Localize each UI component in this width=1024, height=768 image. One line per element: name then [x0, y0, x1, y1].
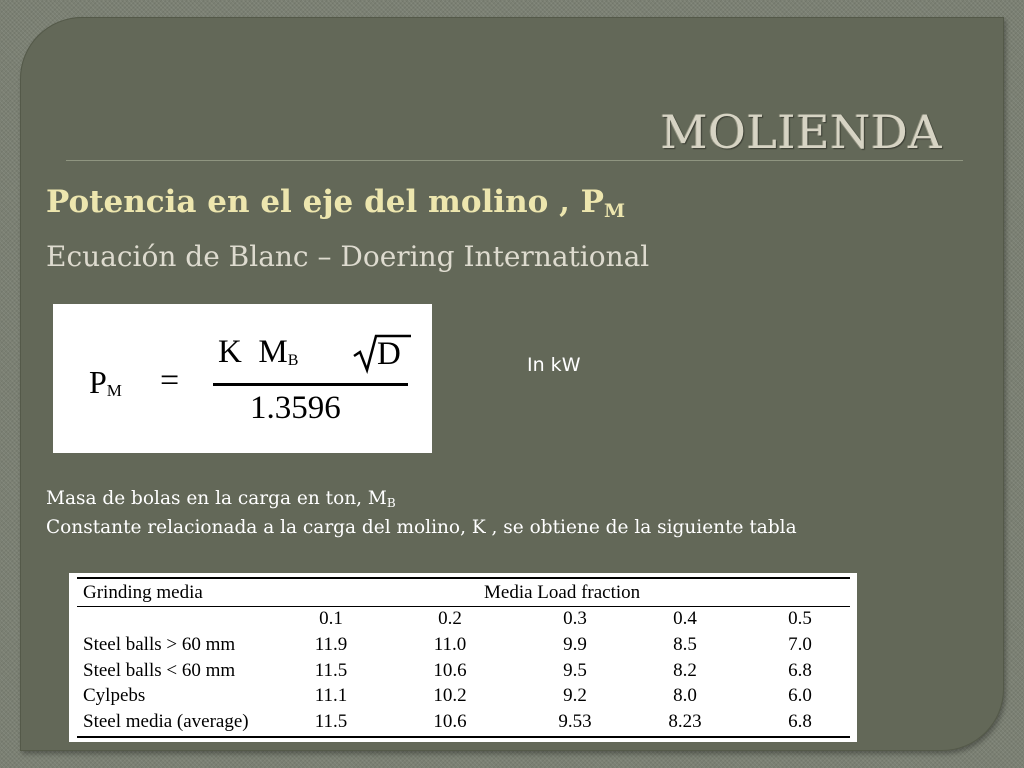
constant-description: Constante relacionada a la carga del molino, K , se obtiene de la siguiente tabla [46, 517, 797, 538]
formula-numerator [218, 334, 298, 371]
table-cell: 8.0 [673, 685, 697, 706]
slide-subtitle [46, 184, 625, 222]
table-cell: 9.2 [563, 685, 587, 706]
equation-name: Ecuación de Blanc – Doering International [46, 240, 650, 273]
formula-m: M [258, 334, 288, 370]
mass-description-text: Masa de bolas en la carga en ton, M [46, 488, 387, 509]
table-cell: 6.8 [788, 659, 812, 681]
formula-lhs [89, 364, 122, 401]
load-fraction-header: 0.1 [319, 608, 343, 629]
table-cell: 6.0 [788, 685, 812, 706]
mass-description-subscript: B [386, 496, 396, 510]
load-fraction-header: 0.2 [438, 608, 462, 629]
formula-denominator: 1.3596 [250, 390, 341, 426]
formula-lhs-symbol: P [89, 364, 107, 400]
table-cell: 11.5 [314, 659, 348, 681]
table-cell: 7.0 [788, 634, 812, 655]
table-cell: 9.5 [563, 659, 587, 681]
table-cell: 11.1 [314, 685, 348, 706]
media-load-table [69, 573, 857, 742]
table-cell: 9.53 [558, 710, 592, 732]
fraction-bar [213, 383, 408, 386]
table-row-label: Steel balls > 60 mm [83, 634, 236, 655]
table-cell: 11.9 [314, 634, 348, 655]
table-header-grinding-media: Grinding media [83, 582, 203, 603]
table-top-rule [77, 577, 850, 579]
table-cell: 11.5 [314, 710, 348, 732]
subtitle-text: Potencia en el eje del molino , P [46, 184, 604, 220]
formula-m-subscript: B [287, 352, 299, 369]
table-header-rule [77, 606, 850, 607]
load-fraction-header: 0.4 [673, 608, 697, 629]
table-cell: 9.9 [563, 634, 587, 655]
unit-label: In kW [527, 354, 581, 376]
table-cell: 11.0 [433, 634, 467, 655]
table-row-label: Steel balls < 60 mm [83, 659, 236, 681]
formula-k: K [218, 334, 242, 370]
table-cell: 10.6 [433, 710, 467, 732]
title-divider [66, 160, 963, 161]
table-cell: 8.2 [673, 659, 697, 681]
slide-title: MOLIENDA [660, 105, 942, 159]
formula-equals: = [160, 362, 180, 399]
formula-lhs-subscript: M [106, 381, 122, 400]
table-header-load-fraction: Media Load fraction [484, 582, 641, 603]
load-fraction-header: 0.3 [563, 608, 587, 629]
formula-radicand: D [377, 336, 401, 372]
table-row-label: Steel media (average) [83, 710, 249, 732]
table-cell: 10.2 [433, 685, 467, 706]
table-cell: 8.23 [668, 710, 702, 732]
formula-image [53, 304, 432, 453]
subtitle-subscript: M [603, 200, 626, 222]
table-cell: 10.6 [433, 659, 467, 681]
mass-description [46, 488, 396, 510]
load-fraction-header: 0.5 [788, 608, 812, 629]
table-cell: 8.5 [673, 634, 697, 655]
table-row-label: Cylpebs [83, 685, 146, 706]
table-cell: 6.8 [788, 710, 812, 732]
table-bottom-rule [77, 736, 850, 738]
